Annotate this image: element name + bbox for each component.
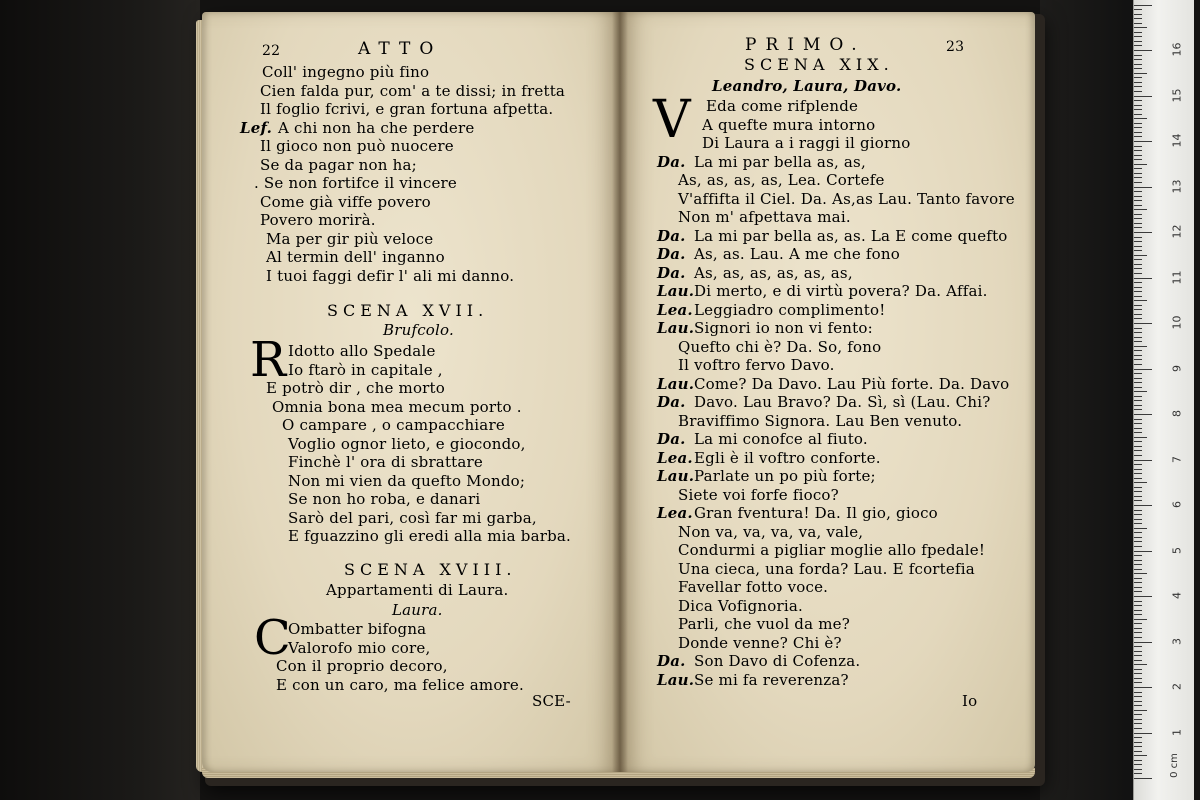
ruler-tick [1134,455,1142,456]
ruler-tick [1134,710,1147,711]
ruler-number: 5 [1170,546,1184,554]
ruler-tick [1134,91,1142,92]
ruler-tick [1134,50,1152,51]
ruler-tick [1134,246,1142,247]
ruler-tick [1134,419,1142,420]
ruler-tick [1134,423,1142,424]
verse-line: Valorofo mio core, [288,638,431,657]
ruler-tick [1134,573,1147,574]
ruler-tick [1134,9,1142,10]
ruler-tick [1134,273,1142,274]
ruler-tick [1134,227,1142,228]
ruler-tick [1134,259,1142,260]
ruler-tick [1134,723,1142,724]
ruler-tick [1134,82,1142,83]
ruler-tick [1134,564,1142,565]
dialogue-line: Parli, che vuol da me? [678,615,850,633]
verse-line: Coll' ingegno più fino [262,63,430,81]
ruler-tick [1134,400,1142,401]
ruler-number: 6 [1170,501,1184,508]
verse-line: Il gioco non può nuocere [260,137,454,155]
ruler-tick [1134,109,1142,110]
ruler-tick [1134,114,1142,115]
ruler-number: 16 [1170,42,1184,57]
ruler-tick [1134,396,1142,397]
ruler-tick [1134,146,1142,147]
ruler-tick [1134,560,1142,561]
ruler-tick [1134,500,1142,501]
ruler-tick [1134,619,1147,620]
ruler-tick [1134,373,1142,374]
ruler-tick [1134,132,1142,133]
ruler-tick [1134,628,1142,629]
ruler-number: 13 [1170,179,1184,193]
verse-line: Io ftarò in capitale , [288,360,443,379]
scene-17-heading: SCENA XVII. [327,301,489,320]
ruler-tick [1134,432,1142,433]
dialogue-line: Di merto, e di virtù povera? Da. Affai. [694,282,988,300]
ruler-tick [1134,409,1142,410]
scene-19-heading: SCENA XIX. [744,55,894,74]
ruler-tick [1134,437,1147,438]
left-catchword: SCE- [532,692,571,710]
ruler-tick [1134,314,1142,315]
right-page-number: 23 [946,39,965,55]
ruler-tick [1134,59,1142,60]
dialogue-line: Leggiadro complimento! [694,300,886,319]
ruler-tick [1134,551,1152,552]
ruler-tick [1134,528,1147,529]
ruler-tick [1134,282,1142,283]
dialogue-line: Gran fventura! Da. Il gio, gioco [694,504,938,522]
verse-line: Ombatter bifogna [288,620,427,638]
ruler-tick [1134,591,1142,592]
ruler-tick [1134,278,1152,279]
ruler-tick [1134,182,1142,183]
speaker-tag: Lea. [657,504,693,522]
ruler-tick [1134,318,1142,319]
dialogue-line: La mi par bella as, as. La E come quefto [694,226,1008,245]
verse-line: Se da pagar non ha; [260,155,417,174]
ruler-tick [1134,751,1142,752]
ruler-tick [1134,14,1142,15]
dialogue-line: Signori io non vi fento: [694,319,873,337]
speaker-tag: Lea. [657,448,693,467]
ruler-tick [1134,664,1147,665]
ruler-tick [1134,678,1142,679]
ruler-tick [1134,355,1142,356]
ruler-tick [1134,519,1142,520]
ruler-tick [1134,214,1142,215]
verse-line: Cien falda pur, com' a te dissi; in fretta [260,81,566,100]
dialogue-line: Dica Vofignoria. [678,596,803,615]
dialogue-line: Davo. Lau Bravo? Da. Sì, sì (Lau. Chi? [694,393,991,411]
ruler-tick [1134,764,1142,765]
ruler-tick [1134,742,1142,743]
speaker-tag: Lau. [657,670,695,689]
scene-18-heading: SCENA XVIII. [344,560,517,579]
ruler-tick [1134,177,1142,178]
ruler-tick [1134,637,1142,638]
ruler-tick [1134,150,1142,151]
ruler-tick [1134,601,1142,602]
verse-line: Omnia bona mea mecum porto . [272,397,522,416]
ruler-tick [1134,505,1152,506]
ruler-tick [1134,487,1142,488]
ruler-tick [1134,614,1142,615]
verse-line: I tuoi faggi defir l' ali mi danno. [266,266,515,285]
ruler-tick [1134,136,1142,137]
dark-cloth-background [0,0,200,800]
ruler-tick [1134,719,1142,720]
ruler-tick [1134,569,1142,570]
ruler-tick [1134,36,1142,37]
ruler-tick [1134,587,1142,588]
speaker-tag-lesbino: Lef. [240,119,273,137]
dialogue-line: Favellar fotto voce. [678,578,829,596]
ruler-tick [1134,187,1152,188]
ruler-tick [1134,18,1142,19]
dialogue-line: As, as, as, as, Lea. Cortefe [678,171,885,189]
scene-18-setting: Appartamenti di Laura. [326,581,509,599]
verse-line: E con un caro, ma felice amore. [276,675,524,694]
speaker-tag: Da. [657,652,686,670]
ruler-tick [1134,196,1142,197]
ruler-tick [1134,168,1142,169]
verse-line: Se non ho roba, e danari [288,490,481,508]
verse-line: E fguazzino gli eredi alla mia barba. [288,527,572,545]
dialogue-line: As, as. Lau. A me che fono [694,245,900,263]
ruler-tick [1134,23,1142,24]
ruler-tick [1134,382,1142,383]
ruler-tick [1134,205,1142,206]
ruler-tick [1134,27,1147,28]
ruler-tick [1134,218,1142,219]
ruler-tick [1134,450,1142,451]
ruler-tick [1134,778,1152,779]
ruler-number: 14 [1170,133,1184,148]
ruler-tick [1134,623,1142,624]
dialogue-line: Di Laura a i raggi il giorno [702,134,911,152]
ruler-tick [1134,305,1142,306]
ruler-tick [1134,359,1142,360]
ruler-tick [1134,155,1142,156]
ruler-tick [1134,5,1152,6]
speaker-tag: Lau. [657,282,695,300]
right-catchword: Io [962,692,978,710]
ruler-tick [1134,268,1142,269]
ruler-tick [1134,673,1142,674]
ruler-tick [1134,469,1142,470]
dialogue-line: Se mi fa reverenza? [694,670,849,689]
dialogue-line: A quefte mura intorno [702,115,876,134]
ruler-tick [1134,328,1142,329]
scene-17-character: Brufcolo. [383,321,454,339]
drop-cap-c: C [254,610,291,666]
ruler-tick [1134,482,1147,483]
ruler-number: 8 [1170,410,1184,417]
ruler-tick [1134,264,1142,265]
ruler-tick [1134,41,1142,42]
ruler-tick [1134,632,1142,633]
book-gutter [612,12,628,772]
ruler-tick [1134,701,1142,702]
dialogue-line: Quefto chi è? Da. So, fono [678,337,882,356]
right-running-header: PRIMO. [745,35,866,55]
dialogue-line: Il voftro fervo Davo. [678,356,835,374]
ruler-tick [1134,646,1142,647]
speaker-tag: Lau. [657,374,695,393]
ruler-tick [1134,96,1152,97]
verse-line: Al termin dell' inganno [266,248,445,266]
ruler-unit-label: 0 cm [1168,753,1180,778]
ruler-tick [1134,692,1142,693]
ruler-tick [1134,296,1142,297]
dialogue-line: Braviffimo Signora. Lau Ben venuto. [678,411,963,430]
dialogue-line: Son Davo di Cofenza. [694,652,861,670]
ruler-tick [1134,378,1142,379]
ruler-tick [1134,118,1147,119]
ruler-tick [1134,209,1147,210]
verse-line: Il foglio fcrivi, e gran fortuna afpetta. [260,100,554,118]
ruler-tick [1134,346,1147,347]
verse-line: Sarò del pari, così far mi garba, [288,508,537,527]
dialogue-line: As, as, as, as, as, as, [694,263,853,282]
ruler-tick [1134,578,1142,579]
verse-line: Idotto allo Spedale [288,342,436,360]
ruler-tick [1134,596,1152,597]
ruler-tick [1134,696,1142,697]
dialogue-line: Donde venne? Chi è? [678,633,842,652]
ruler-tick [1134,405,1142,406]
ruler-tick [1134,364,1142,365]
dialogue-line: Condurmi a pigliar moglie allo fpedale! [678,541,986,559]
dialogue-line: Siete voi forfe fioco? [678,485,839,504]
ruler-tick [1134,100,1142,101]
ruler-tick [1134,537,1142,538]
ruler-tick [1134,441,1142,442]
ruler-tick [1134,496,1142,497]
ruler-tick [1134,733,1152,734]
ruler-tick [1134,760,1142,761]
ruler-tick [1134,223,1142,224]
ruler-tick [1134,200,1142,201]
verse-line: . Se non fortifce il vincere [254,174,457,192]
verse-line: Con il proprio decoro, [276,657,448,675]
ruler-number: 4 [1170,592,1184,599]
verse-line: E potrò dir , che morto [266,379,446,397]
speaker-tag: Da. [657,152,686,171]
ruler-tick [1134,291,1142,292]
left-running-header: ATTO [358,39,443,59]
dialogue-line: Eda come rifplende [706,97,859,115]
ruler-tick [1134,605,1142,606]
ruler-tick [1134,123,1142,124]
ruler-tick [1134,660,1142,661]
dialogue-line: Parlate un po più forte; [694,467,876,485]
ruler-tick [1134,55,1142,56]
ruler-tick [1134,491,1142,492]
ruler-number: 10 [1170,315,1184,330]
ruler-tick [1134,610,1142,611]
ruler-tick [1134,73,1147,74]
ruler-tick [1134,86,1142,87]
dialogue-line: Come? Da Davo. Lau Più forte. Da. Davo [694,374,1010,393]
ruler-tick [1134,428,1142,429]
dialogue-line: V'affifta il Ciel. Da. As,as Lau. Tanto favore [678,189,1015,208]
ruler-tick [1134,541,1142,542]
ruler-tick [1134,159,1142,160]
ruler-number: 9 [1170,364,1184,372]
ruler-tick [1134,300,1147,301]
ruler-tick [1134,460,1152,461]
dialogue-line: La mi conofce al fiuto. [694,430,868,448]
ruler-tick [1134,687,1152,688]
ruler-tick [1134,582,1142,583]
ruler-tick [1134,773,1142,774]
ruler-tick [1134,714,1142,715]
speaker-tag: Lau. [657,467,695,485]
ruler-tick [1134,141,1152,142]
ruler-tick [1134,250,1142,251]
ruler-tick [1134,555,1142,556]
ruler-tick [1134,728,1142,729]
ruler-tick [1134,127,1142,128]
ruler-tick [1134,737,1142,738]
ruler-tick [1134,64,1142,65]
dialogue-line: La mi par bella as, as, [694,152,866,171]
ruler-tick [1134,191,1142,192]
ruler-tick [1134,309,1142,310]
ruler-number: 12 [1170,224,1184,239]
ruler-tick [1134,255,1147,256]
ruler-tick [1134,478,1142,479]
ruler-tick [1134,391,1147,392]
ruler-tick [1134,414,1152,415]
ruler-tick [1134,369,1152,370]
speaker-tag: Lau. [657,319,695,337]
speaker-tag: Da. [657,245,686,263]
ruler-number: 3 [1170,637,1184,645]
speaker-tag: Da. [657,226,686,245]
ruler-number: 7 [1170,455,1184,463]
ruler-tick [1134,45,1142,46]
ruler-tick [1134,32,1142,33]
ruler-tick [1134,655,1142,656]
ruler-tick [1134,514,1142,515]
ruler-tick [1134,464,1142,465]
ruler-tick [1134,105,1142,106]
ruler-tick [1134,232,1152,233]
ruler-tick [1134,669,1142,670]
ruler-number: 11 [1170,270,1184,284]
dialogue-line: Non m' afpettava mai. [678,208,851,226]
ruler-tick [1134,642,1152,643]
scene-18-character: Laura. [392,601,443,619]
ruler-number: 15 [1170,88,1184,102]
verse-line: O campare , o campacchiare [282,416,505,434]
ruler-tick [1134,287,1142,288]
ruler-tick [1134,350,1142,351]
dialogue-line: Egli è il voftro conforte. [694,448,881,467]
ruler-number: 2 [1170,683,1184,690]
ruler-tick [1134,651,1142,652]
dialogue-line: Non va, va, va, va, vale, [678,522,864,541]
dialogue-line: Una cieca, una forda? Lau. E fcortefia [678,559,975,578]
speaker-tag: Da. [657,430,686,448]
ruler-tick [1134,332,1142,333]
ruler-tick [1134,241,1142,242]
ruler-tick [1134,341,1142,342]
verse-line: Non mi vien da quefto Mondo; [288,471,526,490]
ruler-tick [1134,77,1142,78]
ruler-tick [1134,446,1142,447]
dark-cloth-background-right [1040,0,1135,800]
speaker-tag: Da. [657,263,686,282]
ruler-tick [1134,746,1142,747]
ruler-tick [1134,755,1147,756]
ruler-tick [1134,68,1142,69]
measuring-ruler [1133,0,1194,800]
speaker-tag: Lea. [657,300,693,319]
speaker-tag: Da. [657,393,686,411]
ruler-tick [1134,705,1142,706]
verse-line: Finchè l' ora di sbrattare [288,453,483,471]
ruler-number: 1 [1170,728,1184,736]
ruler-tick [1134,769,1142,770]
ruler-tick [1134,164,1147,165]
ruler-tick [1134,473,1142,474]
ruler-tick [1134,337,1142,338]
ruler-tick [1134,387,1142,388]
drop-cap-v: V [653,90,691,150]
verse-line: Come già viffe povero [260,192,431,211]
verse-line: Voglio ognor lieto, e giocondo, [288,434,526,453]
ruler-tick [1134,682,1142,683]
verse-line: Povero morirà. [260,211,376,229]
scene-19-characters: Leandro, Laura, Davo. [712,77,902,95]
ruler-tick [1134,173,1142,174]
ruler-tick [1134,510,1142,511]
ruler-tick [1134,323,1152,324]
ruler-tick [1134,546,1142,547]
ruler-tick [1134,237,1142,238]
ruler-tick [1134,523,1142,524]
verse-line: Ma per gir più veloce [266,229,434,248]
drop-cap-r: R [250,332,287,388]
verse-line: A chi non ha che perdere [278,118,475,137]
left-page-number: 22 [262,43,281,59]
ruler-tick [1134,532,1142,533]
